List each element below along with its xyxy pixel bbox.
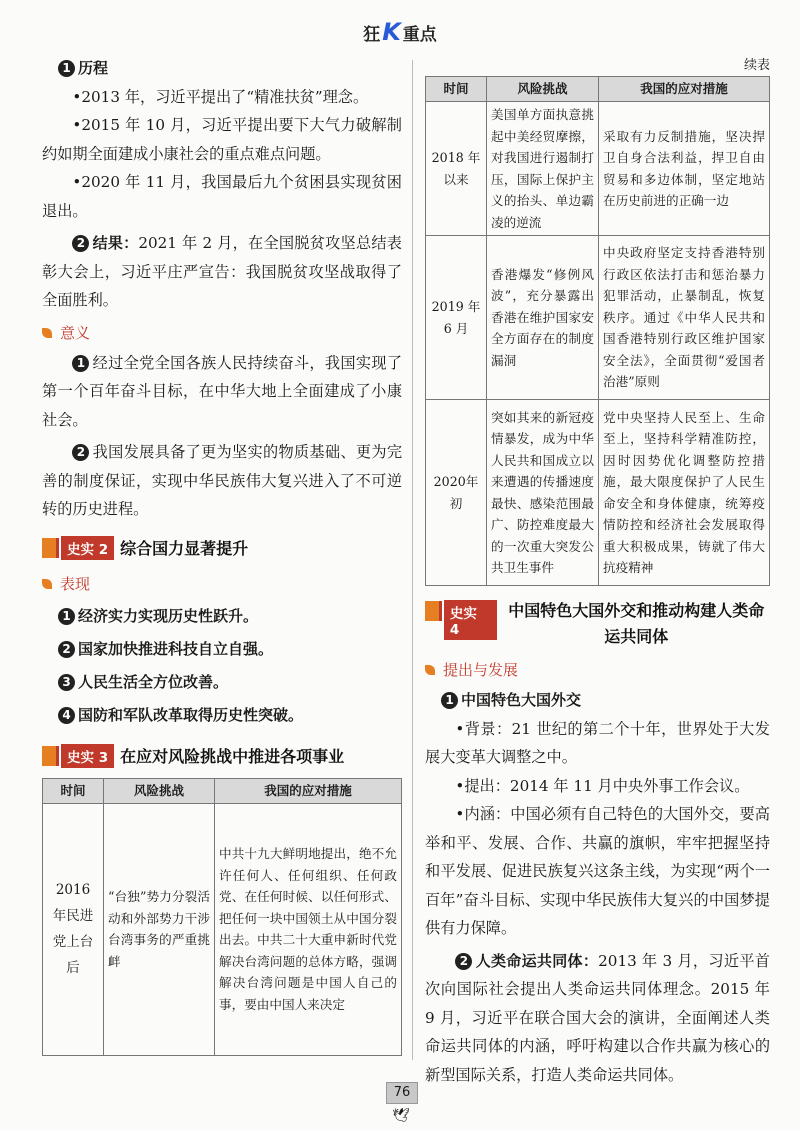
significance-2: 2 我国发展具备了更为坚实的物质基础、更为完善的制度保证，实现中华民族伟大复兴进入了不可逆转的历史进程。	[42, 443, 402, 518]
diplomacy-heading: 1 中国特色大国外交	[441, 686, 770, 715]
section-tag: 史实 3	[61, 744, 114, 768]
table-header: 我国的应对措施	[215, 778, 402, 803]
subhead-proposal: 提出与发展	[425, 656, 770, 684]
diplomacy-bullet: •背景：21 世纪的第二个十年，世界处于大发展大变革大调整之中。	[425, 719, 770, 766]
continued-label: 续表	[743, 58, 770, 73]
book-icon	[42, 746, 59, 766]
num-badge: 2	[72, 235, 89, 252]
section-title: 综合国力显著提升	[120, 539, 249, 558]
community-paragraph: 2 人类命运共同体：2013 年 3 月，习近平首次向国际社会提出人类命运共同体理念。2015 年 9 月，习近平在联合国大会的演讲，全面阐述人类命运共同体的内涵，呼吁构建以合作共赢为核心的新型国际关系，打造人类命运共同体。	[425, 951, 770, 1084]
table-header: 风险挑战	[104, 778, 215, 803]
table-header: 时间	[43, 778, 104, 803]
section-heading-3	[42, 744, 402, 768]
num-badge: 1	[58, 60, 75, 77]
header-pre: 狂	[363, 25, 381, 45]
table-row: 2019 年6 月 香港爆发“修例风波”，充分暴露出香港在维护国家安全方面存在的制度漏洞 中央政府坚定支持香港特别行政区依法打击和惩治暴力犯罪活动，止暴制乱，恢复秩序。通过《中华人民共和国香港特别行政区维护国家安全法》，全面贯彻“爱国者治港”原则	[426, 236, 770, 400]
section-title: 在应对风险挑战中推进各项事业	[120, 747, 345, 766]
column-divider	[412, 60, 413, 1060]
right-column	[425, 54, 770, 1089]
history-heading: 1 历程	[58, 54, 402, 83]
risk-table-left	[42, 778, 402, 1056]
table-row: 2020年初 突如其来的新冠疫情暴发，成为中华人民共和国成立以来遭遇的传播速度最快、感染范围最广、防控难度最大的一次重大突发公共卫生事件 党中央坚持人民至上、生命至上，坚持科学精准防控，因时因势优化调整防控措施，最大限度保护了人民生命安全和身体健康，统筹疫情防控和经济社会发展取得重大积极成果，铸就了伟大抗疫精神	[426, 400, 770, 586]
leaf-icon	[42, 579, 52, 589]
book-icon	[425, 601, 442, 621]
header-k-logo: K	[382, 18, 401, 46]
header-post: 重点	[402, 25, 437, 45]
section-title: 中国特色大国外交和推动构建人类命运共同体	[508, 601, 765, 646]
performance-3: 3 人民生活全方位改善。	[58, 666, 402, 699]
performance-1: 1 经济实力实现历史性跃升。	[58, 600, 402, 633]
bird-icon: 🕊	[392, 1108, 410, 1124]
book-icon	[42, 538, 59, 558]
section-tag: 史实 2	[61, 536, 114, 560]
page-number: 76	[386, 1082, 418, 1104]
risk-table-right	[425, 76, 770, 586]
section-tag: 史实 4	[444, 600, 497, 640]
performance-2: 2 国家加快推进科技自立自强。	[58, 633, 402, 666]
page-header	[0, 18, 800, 46]
left-column	[42, 54, 402, 1056]
result-paragraph: 2 结果：2021 年 2 月，在全国脱贫攻坚总结表彰大会上，习近平庄严宣告：我国脱贫攻坚战取得了全面胜利。	[42, 234, 402, 309]
diplomacy-bullet: •内涵：中国必须有自己特色的大国外交，要高举和平、发展、合作、共赢的旗帜，牢牢把握坚持和平发展、促进民族复兴这条主线，为实现“两个一百年”奋斗目标、实现中华民族伟大复兴的中国梦提供有力保障。	[425, 805, 770, 937]
history-bullet: •2013 年，习近平提出了“精准扶贫”理念。	[72, 87, 369, 106]
num-badge: 1	[72, 355, 89, 372]
history-bullet: •2020 年 11 月，我国最后九个贫困县实现贫困退出。	[42, 173, 402, 220]
table-row: 2016 年民进党上台后 “台独”势力分裂活动和外部势力干涉台湾事务的严重挑衅 中共十九大鲜明地提出，绝不允许任何人、任何组织、任何政党、在任何时候、以任何形式、把任何一块中国领土从中国分裂出去。中共二十大重申新时代党解决台湾问题的总体方略，强调解决台湾问题是中国人自己的事，要由中国人来决定	[43, 803, 402, 1055]
history-bullet: •2015 年 10 月，习近平提出要下大气力破解制约如期全面建成小康社会的重点难点问题。	[42, 116, 402, 163]
subhead-performance: 表现	[42, 570, 402, 598]
num-badge: 2	[72, 444, 89, 461]
subhead-significance: 意义	[42, 319, 402, 347]
table-row: 2018 年以来 美国单方面执意挑起中美经贸摩擦，对我国进行遏制打压，国际上保护主义的抬头、单边霸凌的逆流 采取有力反制措施，坚决捍卫自身合法利益，捍卫自由贸易和多边体制，坚定地站在历史前进的正确一边	[426, 102, 770, 236]
table-header: 我国的应对措施	[599, 77, 770, 102]
diplomacy-bullet: •提出：2014 年 11 月中央外事工作会议。	[455, 776, 750, 795]
performance-4: 4 国防和军队改革取得历史性突破。	[58, 699, 402, 732]
leaf-icon	[425, 665, 435, 675]
leaf-icon	[42, 328, 52, 338]
table-header: 时间	[426, 77, 487, 102]
section-heading-4	[425, 598, 770, 650]
table-header: 风险挑战	[487, 77, 599, 102]
section-heading-2	[42, 536, 402, 560]
significance-1: 1 经过全党全国各族人民持续奋斗，我国实现了第一个百年奋斗目标，在中华大地上全面建成了小康社会。	[42, 353, 402, 429]
